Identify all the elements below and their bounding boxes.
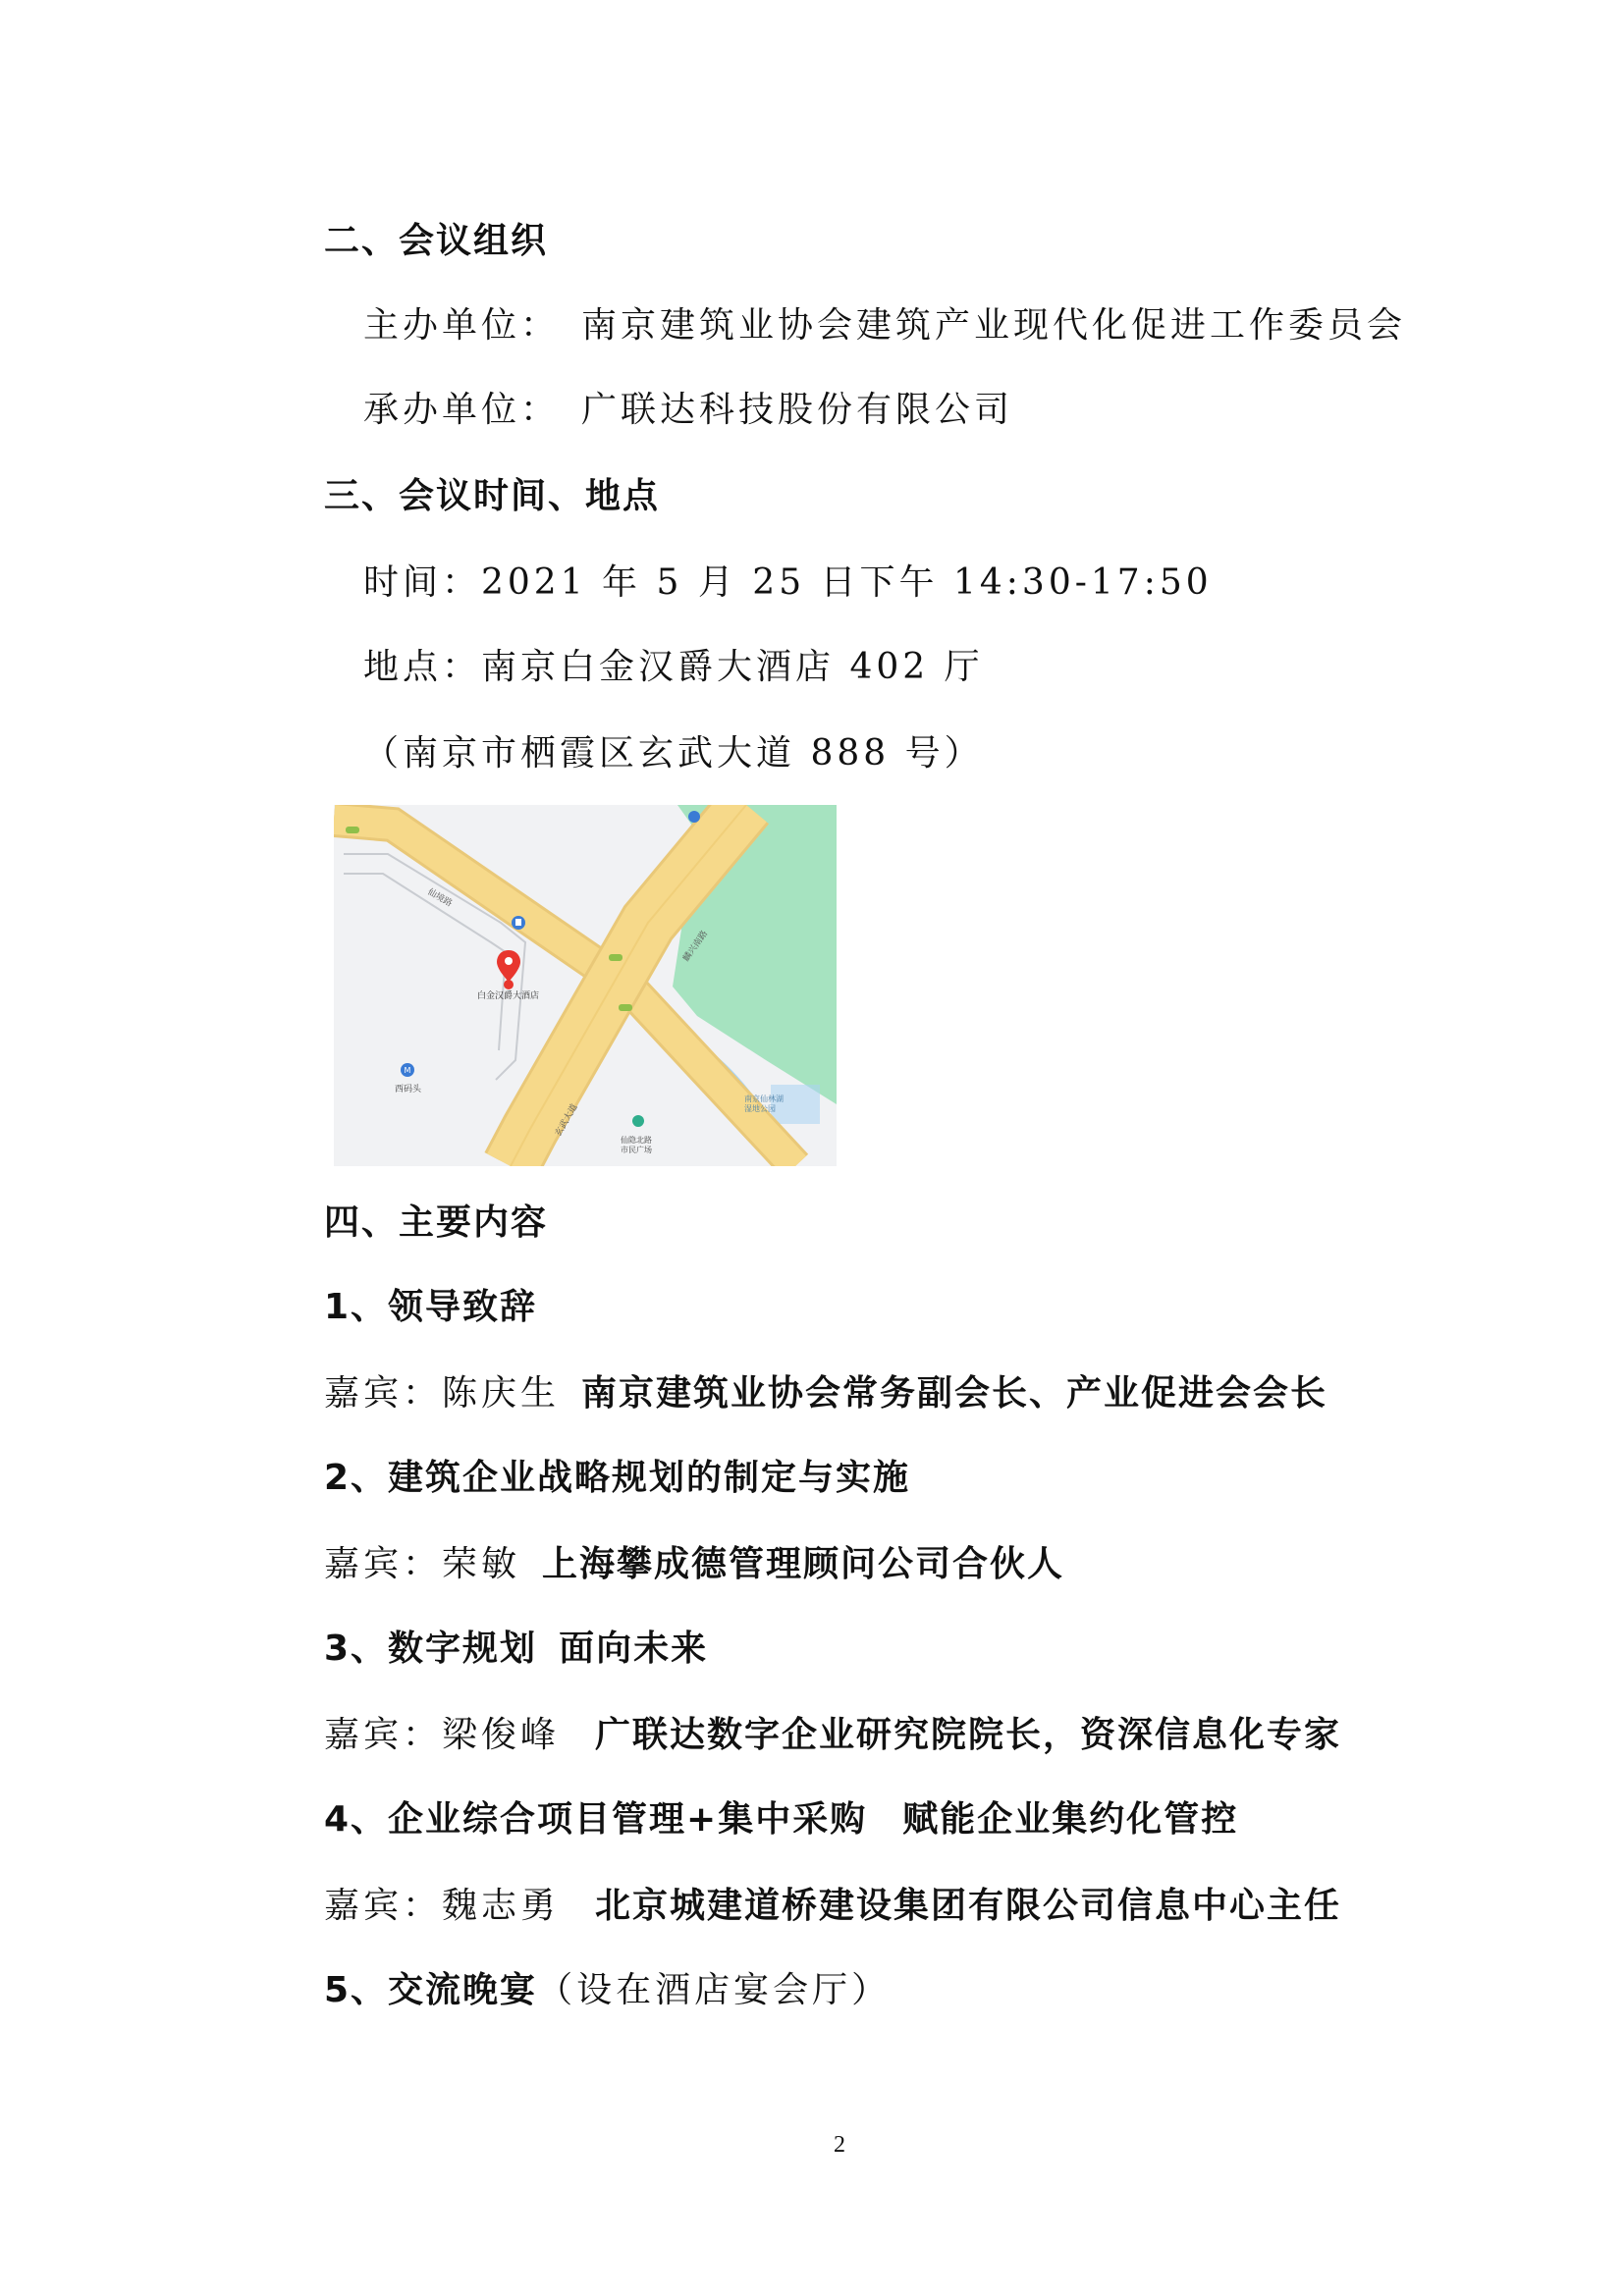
guest-label: 嘉宾：梁俊峰 (324, 1715, 561, 1755)
metro-station-icon (401, 1063, 414, 1077)
agenda-item-2-title: 2、建筑企业战略规划的制定与实施 (324, 1458, 911, 1498)
guest-label: 嘉宾：陈庆生 (324, 1373, 561, 1414)
map-road-label-1: 仙境路 (425, 886, 454, 910)
agenda-item-5-note: （设在酒店宴会厅） (537, 1970, 892, 2010)
host-value: 南京建筑业协会建筑产业现代化促进工作委员会 (581, 305, 1407, 346)
section-heading-content: 四、主要内容 (324, 1202, 549, 1243)
agenda-item-3-guest (324, 1714, 1341, 1757)
map-plaza-label: 仙隐北路市民广场 (621, 1136, 652, 1154)
plaza-icon (632, 1115, 644, 1127)
agenda-item-4-title-b: 赋能企业集约化管控 (902, 1799, 1239, 1840)
section-heading-organization: 二、会议组织 (324, 221, 549, 261)
bus-stop-icon-2 (688, 811, 700, 823)
host-line (363, 304, 1406, 347)
organizer-label: 承办单位： (363, 390, 561, 430)
svg-text:M: M (404, 1066, 411, 1075)
guest-label: 嘉宾：魏志勇 (324, 1886, 561, 1926)
guest-description: 广联达数字企业研究院院长，资深信息化专家 (595, 1715, 1342, 1755)
agenda-item-1-guest (324, 1372, 1327, 1415)
guest-description: 南京建筑业协会常务副会长、产业促进会会长 (581, 1373, 1328, 1414)
page-number: 2 (834, 2132, 845, 2158)
agenda-item-4-title (324, 1798, 1238, 1842)
guest-label: 嘉宾：荣敏 (324, 1544, 521, 1584)
agenda-item-5 (324, 1969, 891, 2012)
organizer-value: 广联达科技股份有限公司 (581, 390, 1014, 430)
guest-description: 北京城建道桥建设集团有限公司信息中心主任 (595, 1886, 1342, 1926)
agenda-item-2-guest (324, 1543, 1064, 1586)
organizer-line (363, 389, 1013, 432)
bus-stop-icon (512, 916, 525, 930)
map-road-label-4: 玄武大道 (553, 1102, 580, 1139)
agenda-item-1-title: 1、领导致辞 (324, 1287, 538, 1327)
traffic-light-icon (346, 827, 359, 833)
meeting-place: 地点：南京白金汉爵大酒店 402 厅 (363, 647, 984, 687)
section-heading-time-place: 三、会议时间、地点 (324, 476, 661, 516)
agenda-item-4-guest (324, 1885, 1341, 1928)
agenda-item-3-title-b: 面向未来 (559, 1629, 709, 1669)
location-map (334, 805, 837, 1166)
agenda-item-5-title: 5、交流晚宴 (324, 1970, 538, 2010)
map-hotel-label: 白金汉爵大酒店 (477, 991, 540, 1001)
agenda-item-4-title-a: 4、企业综合项目管理+集中采购 (324, 1799, 868, 1840)
meeting-address: （南京市栖霞区玄武大道 888 号） (363, 733, 984, 774)
map-water-pool (771, 1085, 820, 1124)
map-road-label-3: 麟兴南路 (681, 929, 711, 964)
agenda-item-3-title (324, 1628, 708, 1671)
traffic-light-icon-2 (609, 954, 623, 961)
map-stop-label: 西码头 (395, 1085, 422, 1095)
meeting-time: 时间：2021 年 5 月 25 日下午 14:30-17:50 (363, 562, 1213, 603)
agenda-item-3-title-a: 3、数字规划 (324, 1629, 538, 1669)
guest-description: 上海攀成德管理顾问公司合伙人 (542, 1544, 1065, 1584)
traffic-light-icon-3 (619, 1004, 632, 1011)
map-park-label: 南京仙林湖湿地公园 (744, 1095, 784, 1113)
host-label: 主办单位： (363, 305, 561, 346)
